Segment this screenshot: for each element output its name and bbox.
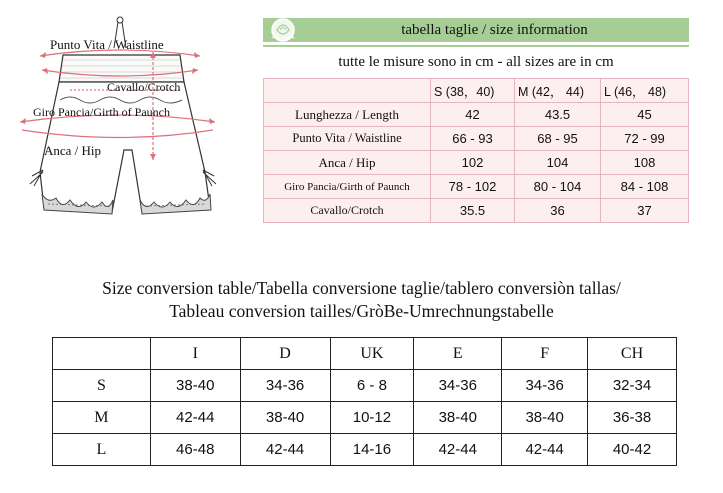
cell: 68 - 95 bbox=[515, 127, 601, 151]
table-row bbox=[264, 127, 689, 151]
cell: 38-40 bbox=[150, 370, 240, 402]
paunch-label: Giro Pancia/Girth of Paunch bbox=[33, 105, 170, 119]
cell: 78 - 102 bbox=[431, 175, 515, 199]
table-row bbox=[264, 151, 689, 175]
row-label-l: L bbox=[53, 434, 151, 466]
cell: 37 bbox=[601, 199, 689, 223]
cell: 42-44 bbox=[414, 434, 502, 466]
cell: 36-38 bbox=[588, 402, 677, 434]
table-header-row bbox=[53, 338, 677, 370]
hip-label: Anca / Hip bbox=[44, 143, 102, 158]
cell: 32-34 bbox=[588, 370, 677, 402]
column-header-uk: UK bbox=[330, 338, 414, 370]
row-label-s: S bbox=[53, 370, 151, 402]
column-header-e: E bbox=[414, 338, 502, 370]
rose-icon bbox=[263, 14, 303, 48]
cell: 43.5 bbox=[515, 103, 601, 127]
conversion-title bbox=[0, 277, 723, 323]
column-header-m: M (42， 44) bbox=[515, 79, 601, 103]
cell: 10-12 bbox=[330, 402, 414, 434]
row-label-crotch: Cavallo/Crotch bbox=[264, 199, 431, 223]
row-label-paunch: Giro Pancia/Girth of Paunch bbox=[264, 175, 431, 199]
table-row bbox=[53, 434, 677, 466]
row-label-waistline: Punto Vita / Waistline bbox=[264, 127, 431, 151]
table-row bbox=[53, 370, 677, 402]
column-header-f: F bbox=[502, 338, 588, 370]
cell: 38-40 bbox=[502, 402, 588, 434]
cell: 40-42 bbox=[588, 434, 677, 466]
row-label-m: M bbox=[53, 402, 151, 434]
cell: 14-16 bbox=[330, 434, 414, 466]
corner-cell bbox=[53, 338, 151, 370]
cell: 84 - 108 bbox=[601, 175, 689, 199]
cell: 6 - 8 bbox=[330, 370, 414, 402]
header-title: tabella taglie / size information bbox=[401, 22, 588, 38]
corner-cell bbox=[264, 79, 431, 103]
shorts-measurement-diagram bbox=[0, 0, 260, 250]
cell: 42-44 bbox=[240, 434, 330, 466]
cell: 45 bbox=[601, 103, 689, 127]
cell: 108 bbox=[601, 151, 689, 175]
column-header-d: D bbox=[240, 338, 330, 370]
cell: 38-40 bbox=[240, 402, 330, 434]
cell: 102 bbox=[431, 151, 515, 175]
cell: 35.5 bbox=[431, 199, 515, 223]
table-row bbox=[264, 199, 689, 223]
units-note: tutte le misure sono in cm - all sizes are in cm bbox=[338, 54, 614, 70]
row-label-length: Lunghezza / Length bbox=[264, 103, 431, 127]
row-label-hip: Anca / Hip bbox=[264, 151, 431, 175]
cell: 80 - 104 bbox=[515, 175, 601, 199]
cell: 104 bbox=[515, 151, 601, 175]
cell: 66 - 93 bbox=[431, 127, 515, 151]
cell: 36 bbox=[515, 199, 601, 223]
table-row bbox=[53, 402, 677, 434]
column-header-l: L (46， 48) bbox=[601, 79, 689, 103]
conversion-title-line2: Tableau conversion tailles/GròBe-Umrechnungstabelle bbox=[169, 301, 554, 321]
crotch-label: Cavallo/Crotch bbox=[107, 80, 181, 94]
size-conversion-table bbox=[52, 337, 677, 466]
table-row bbox=[264, 103, 689, 127]
column-header-s: S (38，40) bbox=[431, 79, 515, 103]
column-header-i: I bbox=[150, 338, 240, 370]
conversion-title-line1: Size conversion table/Tabella conversione taglie/tablero conversiòn tallas/ bbox=[102, 278, 621, 298]
header-divider bbox=[263, 45, 689, 47]
cell: 42-44 bbox=[502, 434, 588, 466]
cell: 42-44 bbox=[150, 402, 240, 434]
waist-label: Punto Vita / Waistline bbox=[50, 37, 164, 52]
column-header-ch: CH bbox=[588, 338, 677, 370]
size-information-table bbox=[263, 78, 689, 223]
cell: 34-36 bbox=[414, 370, 502, 402]
table-row bbox=[264, 175, 689, 199]
cell: 72 - 99 bbox=[601, 127, 689, 151]
cell: 46-48 bbox=[150, 434, 240, 466]
cell: 42 bbox=[431, 103, 515, 127]
cell: 34-36 bbox=[240, 370, 330, 402]
cell: 38-40 bbox=[414, 402, 502, 434]
cell: 34-36 bbox=[502, 370, 588, 402]
table-header-row bbox=[264, 79, 689, 103]
